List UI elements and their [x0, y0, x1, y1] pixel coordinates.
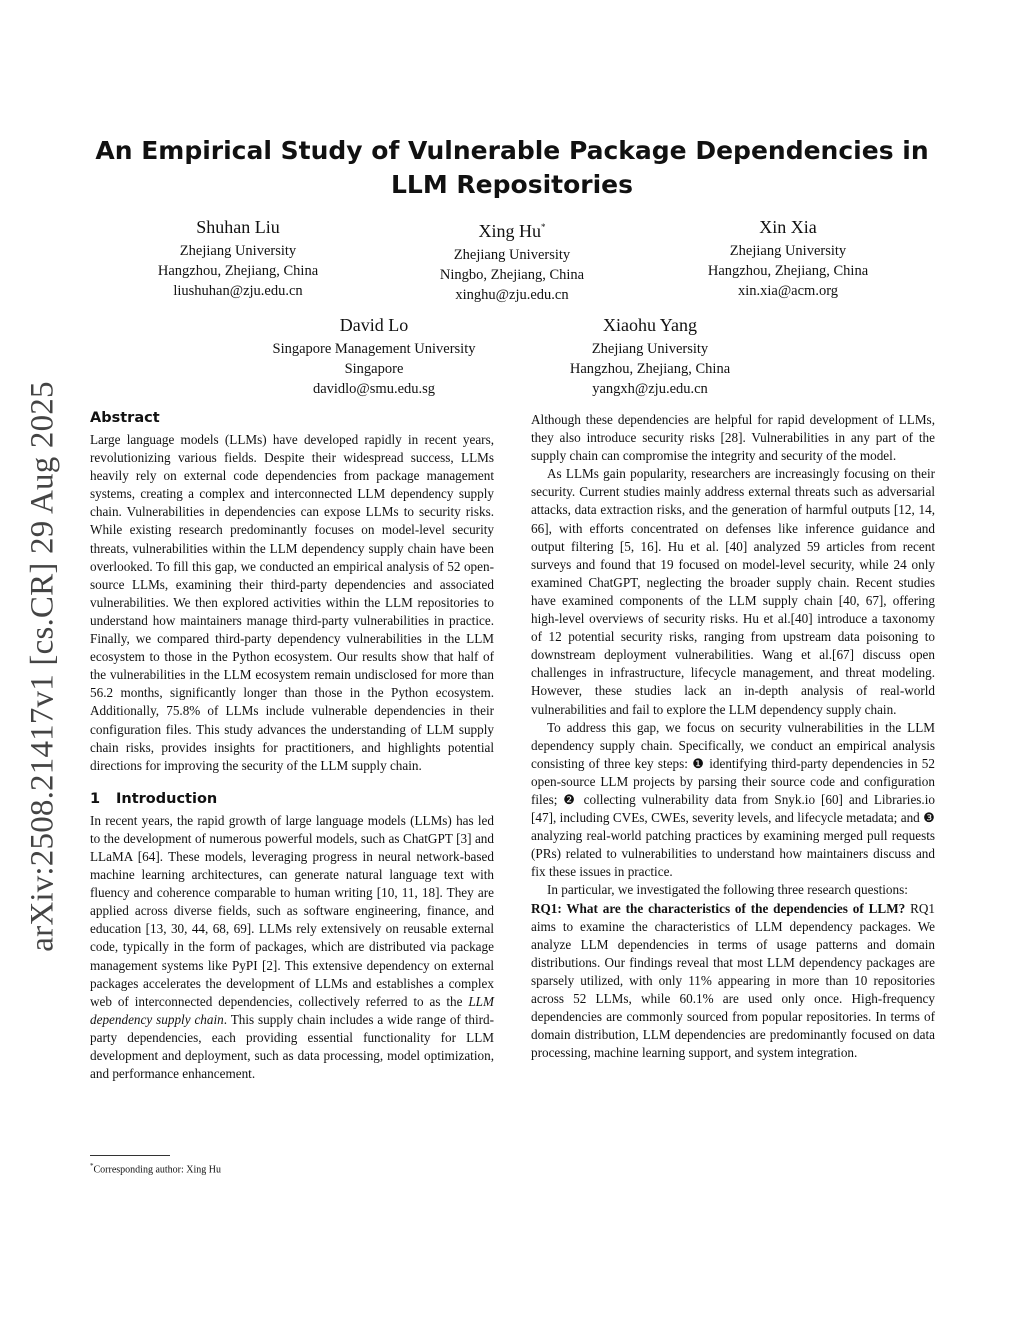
author-name: David Lo — [339, 315, 409, 335]
corresponding-mark: * — [541, 222, 546, 232]
intro-text: In recent years, the rapid growth of large language models (LLMs) has led to the development of numerous powerful models, such as ChatGPT [3] and LLaMA [64]. These models, leveraging progress in neural network-based machine learning architectures, can generate natural language text with fluency and coherence comparable to human writing [10, 11, 18]. They are applied across diverse fields, such as software engineering, finance, and education [13, 30, 44, 68, 69]. LLMs rely extensively on reusable external code, typically in the form of packages, which are distributed via package management systems like PyPI [2]. This extensive dependency on external packages accelerates the development of LLMs and establishes a complex web of interconnected dependencies, collectively referred to as the — [90, 812, 494, 1009]
author-email: yangxh@zju.edu.cn — [592, 381, 708, 397]
author-block — [688, 216, 888, 301]
author-block — [550, 314, 750, 399]
body-paragraph: To address this gap, we focus on security vulnerabilities in the LLM dependency supply chain. Specifically, we conduct an empirical analysis consisting of three key steps: ❶ identifying third-party dependencies in 52 open-source LLM projects by parsing their source code and configuration files; ❷ collecting vulnerability data from Snyk.io [60] and Libraries.io [47], including CVEs, CWEs, severity levels, and lifecycle metadata; and ❸ analyzing real-world patching practices by examining merged pull requests (PRs) related to vulnerabilities to understand how maintainers discuss and fix these issues in practice. — [531, 719, 935, 880]
author-email: xin.xia@acm.org — [737, 283, 839, 299]
author-name: Xin Xia — [759, 217, 817, 237]
author-name: Xing Hu — [478, 221, 541, 241]
section-number: 1 — [90, 790, 101, 807]
rq1-text: RQ1 aims to examine the characteristics of LLM dependency packages. We analyze LLM dependencies in terms of usage patterns and domain distributions. Our findings reveal that most LLM dependency packages are sparsely utilized, with only 11% appearing in more than 10 repositories across 52 LLMs, while 60.1% are used only once. High-frequency dependencies are commonly sourced from popular repositories. In terms of domain distribution, LLM dependencies are predominantly focused on data processing, machine learning support, and system integration. — [531, 900, 935, 1061]
author-location: Ningbo, Zhejiang, China — [439, 267, 585, 283]
intro-paragraph — [90, 812, 494, 1083]
body-paragraph: As LLMs gain popularity, researchers are increasingly focusing on their security. Current studies mainly address external threats such as adversarial attacks, data extraction risks, and the generation of harmful outputs [12, 14, 66], with efforts concentrated on defenses like inference guidance and output filtering [5, 16]. Hu et al. [40] analyzed 59 articles from recent surveys and found that 19 focused on model-level security, while 24 only examined ChatGPT, neglecting the broader supply chain. Recent studies have examined components of the LLM supply chain [40, 67], offering high-level overviews of security risks. Hu et al.[40] introduce a taxonomy of 12 potential security risks, ranging from upstream data poisoning to downstream deployment vulnerabilities. Wang et al.[67] discuss open challenges in infrastructure, lifecycle management, and threat modeling. However, these studies lack an in-depth analysis of real-world vulnerabilities and fail to explore the LLM dependency supply chain. — [531, 466, 935, 717]
author-location: Singapore — [344, 361, 404, 377]
author-affiliation: Zhejiang University — [179, 243, 297, 259]
footnote-mark: * — [90, 1162, 94, 1170]
author-affiliation: Zhejiang University — [453, 247, 571, 263]
footnote-rule — [90, 1155, 170, 1156]
footnote-text: Corresponding author: Xing Hu — [93, 1164, 221, 1176]
author-block — [140, 216, 336, 301]
body-paragraph: Although these dependencies are helpful for rapid development of LLMs, they also introduce security risks [28]. Vulnerabilities in any part of the supply chain can compromise the integrity and security of the model. — [531, 412, 935, 464]
author-name: Xiaohu Yang — [602, 315, 697, 335]
intro-text: . This supply chain includes a wide range of third-party dependencies, each providing essential functionality for LLM development and deployment, such as data processing, model optimization, and performance enhancement. — [90, 1011, 494, 1082]
section-title: Introduction — [116, 790, 218, 807]
author-email: davidlo@smu.edu.sg — [312, 381, 436, 397]
author-email: xinghu@zju.edu.cn — [455, 287, 569, 303]
author-block — [414, 216, 610, 305]
intro-emphasis: LLM dependency supply chain — [90, 993, 494, 1027]
author-affiliation: Zhejiang University — [729, 243, 847, 259]
abstract-heading: Abstract — [90, 410, 160, 426]
author-affiliation: Singapore Management University — [272, 341, 476, 357]
abstract-text: Large language models (LLMs) have developed rapidly in recent years, revolutionizing various fields. Despite their widespread success, LLMs heavily rely on external code dependencies from package management systems, creating a complex and interconnected LLM dependency supply chain. Vulnerabilities in dependencies can expose LLMs to security risks. While existing research predominantly focuses on model-level security threats, vulnerabilities within the LLM dependency supply chain have been overlooked. To fill this gap, we conducted an empirical analysis of 52 open-source LLMs, examining their third-party dependencies and associated vulnerabilities. We then explored activities within the LLM repositories to understand how maintainers manage third-party vulnerabilities in practice. Finally, we compared third-party dependency vulnerabilities in the LLM ecosystem to those in the Python ecosystem. Our results show that half of the vulnerabilities in the LLM ecosystem remain undisclosed for more than 56.2 months, significantly longer than those in the Python ecosystem. Additionally, 75.8% of LLMs include vulnerable dependencies in their configuration files. This study advances the understanding of LLM supply chain risks, provides insights for practitioners, and highlights potential directions for improving the security of the LLM supply chain. — [90, 432, 494, 773]
author-location: Hangzhou, Zhejiang, China — [707, 263, 869, 279]
paper-title: An Empirical Study of Vulnerable Package Dependencies in LLM Repositories — [95, 136, 929, 199]
right-column — [531, 411, 935, 1062]
author-block — [248, 314, 500, 399]
left-column — [90, 408, 494, 1083]
author-email: liushuhan@zju.edu.cn — [173, 283, 303, 299]
footnote — [90, 1160, 221, 1176]
arxiv-id: arXiv:2508.21417v1 [cs.CR] 29 Aug 2025 — [24, 380, 61, 952]
section-heading — [90, 789, 494, 809]
author-location: Hangzhou, Zhejiang, China — [569, 361, 731, 377]
rq1-label: RQ1: What are the characteristics of the dependencies of LLM? — [531, 900, 906, 916]
author-location: Hangzhou, Zhejiang, China — [157, 263, 319, 279]
author-affiliation: Zhejiang University — [591, 341, 709, 357]
body-paragraph: In particular, we investigated the following three research questions: — [547, 882, 908, 898]
arxiv-sidebar-stamp — [8, 370, 78, 962]
author-name: Shuhan Liu — [196, 217, 280, 237]
research-question — [531, 900, 935, 1063]
